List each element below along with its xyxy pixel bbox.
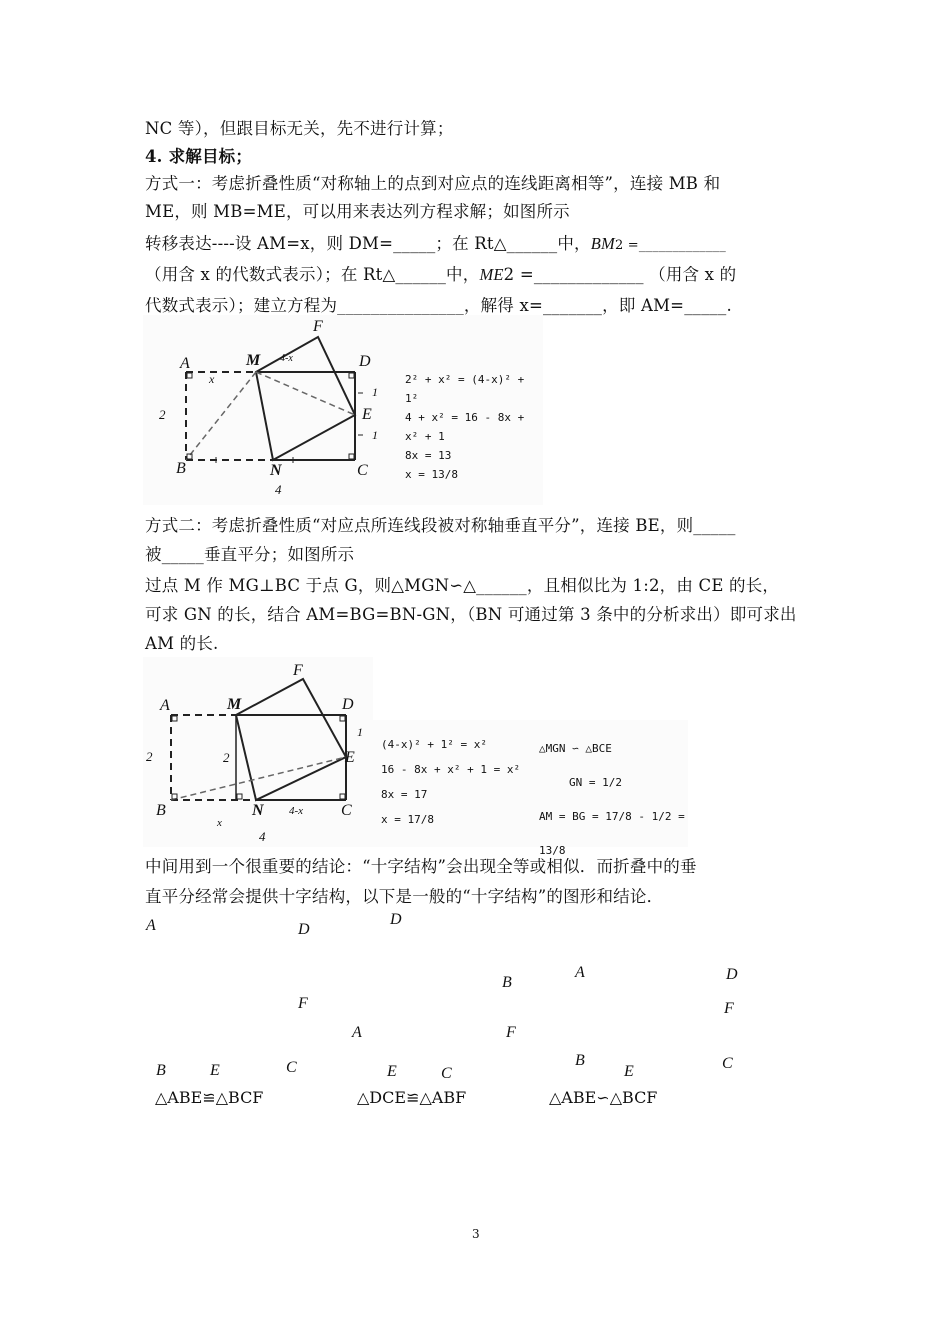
fig2-work-left-2: 16 - 8x + x² + 1 = x² xyxy=(381,763,521,776)
page-number: 3 xyxy=(472,1227,480,1241)
fig1-work-4: x = 13/8 xyxy=(405,468,458,481)
fig1-work-2: 4 + x² = 16 - 8x + x² + 1 xyxy=(405,411,525,443)
text-line-8: 方式二：考虑折叠性质“对应点所连线段被对称轴垂直平分”，连接 BE，则_____ xyxy=(145,516,736,535)
cf2-label-F: F xyxy=(506,1024,516,1041)
text-line-1: NC 等），但跟目标无关，先不进行计算； xyxy=(145,119,454,138)
section-heading-4: 4. 求解目标； xyxy=(145,147,253,166)
cf2-label-C: C xyxy=(441,1065,452,1082)
fig1-label-E: E xyxy=(362,406,372,423)
text-line-12: AM 的长. xyxy=(145,634,219,653)
fig2-dim-mg: 2 xyxy=(223,750,230,765)
fig2-label-E: E xyxy=(345,749,355,766)
cf1-label-F: F xyxy=(298,995,308,1012)
fig1-label-C: C xyxy=(357,462,368,479)
cf3-label-A: A xyxy=(575,964,585,981)
text-line-7: 代数式表示）；建立方程为_______________，解得 x=_______，即 AM=_____. xyxy=(145,296,732,315)
text-line-5-a: 转移表达----设 AM=x，则 DM=_____；在 Rt△______中， xyxy=(145,234,591,253)
cf2-label-B: B xyxy=(502,974,512,991)
fig2-label-D: D xyxy=(342,696,354,713)
fig2-work-left-1: (4-x)² + 1² = x² xyxy=(381,738,487,751)
fig1-work-3: 8x = 13 xyxy=(405,449,452,462)
fig1-label-A: A xyxy=(180,355,190,372)
fig1-dim-fd: 4-x xyxy=(280,353,293,364)
text-line-6-c: 2 =_____________ （用含 x 的 xyxy=(503,265,737,284)
fig2-dim-gn: x xyxy=(217,817,222,829)
figure-2 xyxy=(143,657,373,847)
me-var: ME xyxy=(479,265,504,284)
text-line-14: 直平分经常会提供十字结构，以下是一般的“十字结构”的图形和结论． xyxy=(145,887,664,906)
figure-2-work xyxy=(371,720,688,857)
cf3-label-F: F xyxy=(724,1000,734,1017)
fig2-dim-left: 2 xyxy=(146,749,153,764)
cf1-label-E: E xyxy=(210,1062,220,1079)
fig1-dim-right-top: 1 xyxy=(372,385,378,399)
cf1-caption: △ABE≌△BCF xyxy=(155,1088,264,1107)
cf2-label-A: A xyxy=(352,1024,362,1041)
cf1-label-A: A xyxy=(146,917,156,934)
fig2-dim-nc: 4-x xyxy=(289,805,304,817)
bm-var: BM xyxy=(590,234,615,253)
text-line-10: 过点 M 作 MG⊥BC 于点 G，则△MGN∽△______，且相似比为 1:2，由 CE 的长， xyxy=(145,576,780,595)
fig2-work-right xyxy=(539,732,688,868)
text-line-13: 中间用到一个很重要的结论：“十字结构”会出现全等或相似．而折叠中的垂 xyxy=(145,857,697,876)
cf3-caption: △ABE∽△BCF xyxy=(549,1088,658,1107)
fig2-dim-right: 1 xyxy=(357,725,363,739)
text-line-6-a: （用含 x 的代数式表示）；在 Rt△______中， xyxy=(145,265,480,284)
fig1-label-F: F xyxy=(313,318,323,335)
fig2-label-B: B xyxy=(156,802,166,819)
fig1-work-1: 2² + x² = (4-x)² + 1² xyxy=(405,373,525,405)
text-line-6 xyxy=(145,261,736,285)
fig2-work-right-1: △MGN ∽ △BCE xyxy=(539,742,612,755)
fig1-work xyxy=(405,370,543,484)
fig2-label-C: C xyxy=(341,802,352,819)
fig2-label-A: A xyxy=(160,697,170,714)
cf1-label-D: D xyxy=(298,921,310,938)
fig1-dim-right-bottom: 1 xyxy=(372,428,378,442)
figure-1 xyxy=(143,315,543,505)
fig2-work-right-2: GN = 1/2 xyxy=(569,776,622,789)
fig1-label-N: N xyxy=(270,462,282,479)
cf2-label-D: D xyxy=(390,911,402,928)
text-line-5 xyxy=(145,230,726,254)
text-line-11: 可求 GN 的长，结合 AM=BG=BN-GN，（BN 可通过第 3 条中的分析求出）即可求出 xyxy=(145,605,797,624)
cf2-caption: △DCE≌△ABF xyxy=(357,1088,467,1107)
text-line-3: 方式一：考虑折叠性质“对称轴上的点到对应点的连线距离相等”，连接 MB 和 xyxy=(145,174,721,193)
fig1-dim-bottom: 4 xyxy=(275,482,282,497)
fig2-label-F: F xyxy=(293,662,303,679)
fig2-work-left-4: x = 17/8 xyxy=(381,813,434,826)
fig1-label-M: M xyxy=(246,352,261,369)
cf3-label-B: B xyxy=(575,1052,585,1069)
text-line-9: 被_____垂直平分；如图所示 xyxy=(145,545,355,564)
fig2-work-left-3: 8x = 17 xyxy=(381,788,428,801)
fig1-label-D: D xyxy=(359,353,371,370)
cf1-label-B: B xyxy=(156,1062,166,1079)
fig1-label-B: B xyxy=(176,460,186,477)
cf3-label-E: E xyxy=(624,1063,634,1080)
fig1-dim-left: 2 xyxy=(159,407,166,422)
cf2-label-E: E xyxy=(387,1063,397,1080)
fig2-dim-bottom: 4 xyxy=(259,829,266,844)
cf3-label-D: D xyxy=(726,966,738,983)
fig2-work-right-3: AM = BG = 17/8 - 1/2 = 13/8 xyxy=(539,810,685,857)
cf1-label-C: C xyxy=(286,1059,297,1076)
fig2-label-M: M xyxy=(227,696,242,713)
fig2-label-N: N xyxy=(252,802,264,819)
text-line-4: ME，则 MB=ME，可以用来表达列方程求解；如图所示 xyxy=(145,202,570,221)
cf3-label-C: C xyxy=(722,1055,733,1072)
text-line-5-c: 2 =_____________ xyxy=(614,238,726,253)
fig2-work-left xyxy=(381,732,520,832)
fig1-dim-top: x xyxy=(209,372,215,386)
